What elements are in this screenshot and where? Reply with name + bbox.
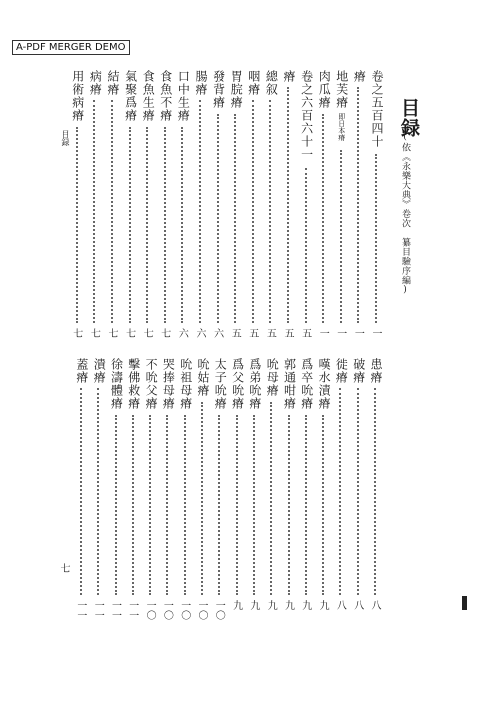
toc-page-number: 一一 [74,600,86,620]
watermark-label: A-PDF MERGER DEMO [12,40,130,55]
toc-dot-leader [322,114,324,324]
toc-dot-leader [97,388,99,595]
toc-dot-leader [217,114,219,324]
toc-entry-title: 郭通咁瘠 [282,358,297,410]
toc-entry-title: 地芙瘠 [334,70,349,109]
toc-dot-leader [129,127,131,323]
toc-entry-title: 爲卒吮瘠 [299,358,314,410]
toc-entry-title: 食魚生瘠 [141,70,156,122]
toc-entry-title: 吮祖母瘠 [178,358,193,410]
toc-dot-leader [305,168,307,324]
toc-page-number: 九 [317,600,329,610]
toc-entry-title: 腸瘠 [194,70,208,96]
toc-entry-title: 潰瘠 [92,358,107,384]
toc-page-number: 九 [247,600,259,610]
toc-dot-leader [339,388,341,595]
toc-entry-title: 破瘠 [351,358,366,384]
toc-page-number: 九 [282,600,294,610]
toc-page-number: 一一 [109,600,121,620]
toc-entry-title: 爲父吮瘠 [230,358,245,410]
toc-dot-leader [288,415,290,595]
toc-page-number: 六 [194,328,205,338]
toc-entry-title: 嘆水漬瘠 [317,358,332,410]
toc-dot-leader [111,100,113,323]
toc-dot-leader [305,415,307,595]
page-title: 目録 [398,98,420,138]
toc-page-number: 五 [282,328,293,338]
toc-entry-title: 氣聚爲瘠 [123,70,138,122]
toc-dot-leader [181,127,183,323]
toc-page-number: 七 [123,328,135,338]
toc-entry-title: 用術病瘠 [70,70,85,122]
toc-page-number: 七 [88,328,100,338]
toc-page-number: 一一 [92,600,104,620]
toc-dot-leader [93,100,95,323]
toc-page-number: 一〇 [213,600,225,620]
toc-entry-title: 徐濤體瘠 [109,358,124,410]
toc-entry-title: 口中生瘠 [176,70,191,122]
toc-entry-title: 吮母瘠 [265,358,280,397]
toc-page-number: 一 [352,328,364,338]
toc-page-number: 七 [141,328,153,338]
toc-dot-leader [270,402,272,596]
toc-dot-leader [164,127,166,323]
toc-dot-leader [80,388,82,595]
toc-entry-note: 即日本瘠 [337,112,346,141]
toc-entry-title: 卷之六百六十一 [299,70,314,161]
toc-dot-leader [184,415,186,595]
toc-page-number: 七 [158,328,170,338]
toc-dot-leader [234,114,236,324]
toc-dot-leader [357,388,359,595]
toc-entry-title: 太子吮瘠 [213,358,228,410]
toc-page-number: 六 [176,328,188,338]
toc-entry-title: 咽瘠 [246,70,261,96]
toc-page-number: 一〇 [144,600,156,620]
toc-entry-title: 患瘠 [369,358,383,384]
toc-dot-leader [253,415,255,595]
toc-entry-title: 胃脘瘠 [229,70,244,109]
page-subtitle: (依《永樂大典》卷次 纂目驗序編) [400,132,410,296]
toc-entry-title: 肉瓜瘠 [317,70,332,109]
toc-page-number: 八 [351,600,363,610]
toc-entry-title: 總叙 [264,70,279,96]
toc-page-number: 七 [70,328,82,338]
toc-entry-title: 徙瘠 [334,358,349,384]
toc-dot-leader [149,415,151,595]
toc-entry-title: 病瘠 [88,70,103,96]
toc-page-number: 一〇 [196,600,207,620]
toc-entry-title: 發背瘠 [211,70,226,109]
toc-dot-leader [115,415,117,595]
toc-entry-title: 瘠 [352,70,367,83]
toc-dot-leader [146,127,148,323]
toc-page-number: 五 [299,328,311,338]
toc-page-number: 九 [299,600,311,610]
toc-page-number: 一一 [126,600,138,620]
toc-entry-title: 卷之五百四十 [370,70,384,148]
toc-page-number: 八 [369,600,380,610]
toc-page-number: 九 [265,600,277,610]
toc-dot-leader [374,388,376,595]
toc-page-number: 五 [264,328,276,338]
toc-page-number: 一 [334,328,346,338]
toc-dot-leader [269,100,271,323]
running-head: 目録 [61,130,70,146]
toc-page-number: 五 [246,328,258,338]
toc-page-number: 一 [370,328,381,338]
toc-entry-title: 爲弟吮瘠 [247,358,262,410]
toc-page-number: 一 [317,328,329,338]
toc-entry-title: 吮姑瘠 [196,358,210,397]
toc-entry-title: 擊佛救瘠 [126,358,141,410]
toc-dot-leader [236,415,238,595]
toc-dot-leader [166,415,168,595]
toc-dot-leader [199,100,201,323]
toc-entry-title: 食魚不瘠 [158,70,173,122]
toc-page-number: 一〇 [161,600,173,620]
toc-dot-leader [132,415,134,595]
edge-mark [462,596,467,610]
toc-page-number: 六 [211,328,223,338]
toc-dot-leader [357,87,359,324]
page-number: 七 [58,563,69,573]
toc-entry-title: 哭捧母瘠 [161,358,176,410]
toc-dot-leader [287,87,289,324]
toc-entry-title: 瘠 [282,70,296,83]
toc-dot-leader [252,100,254,323]
toc-page-number: 七 [106,328,117,338]
toc-page-number: 九 [230,600,242,610]
toc-dot-leader [76,127,78,323]
toc-page-number: 一〇 [178,600,190,620]
toc-dot-leader [218,415,220,595]
toc-page-number: 八 [334,600,346,610]
toc-entry-title: 蓋瘠 [74,358,89,384]
toc-entry-title: 不吮父瘠 [144,358,159,410]
toc-page-number: 五 [229,328,241,338]
toc-dot-leader [322,415,324,595]
toc-entry-title: 結瘠 [106,70,120,96]
toc-dot-leader [340,150,342,324]
toc-dot-leader [201,402,203,596]
toc-dot-leader [375,154,377,323]
